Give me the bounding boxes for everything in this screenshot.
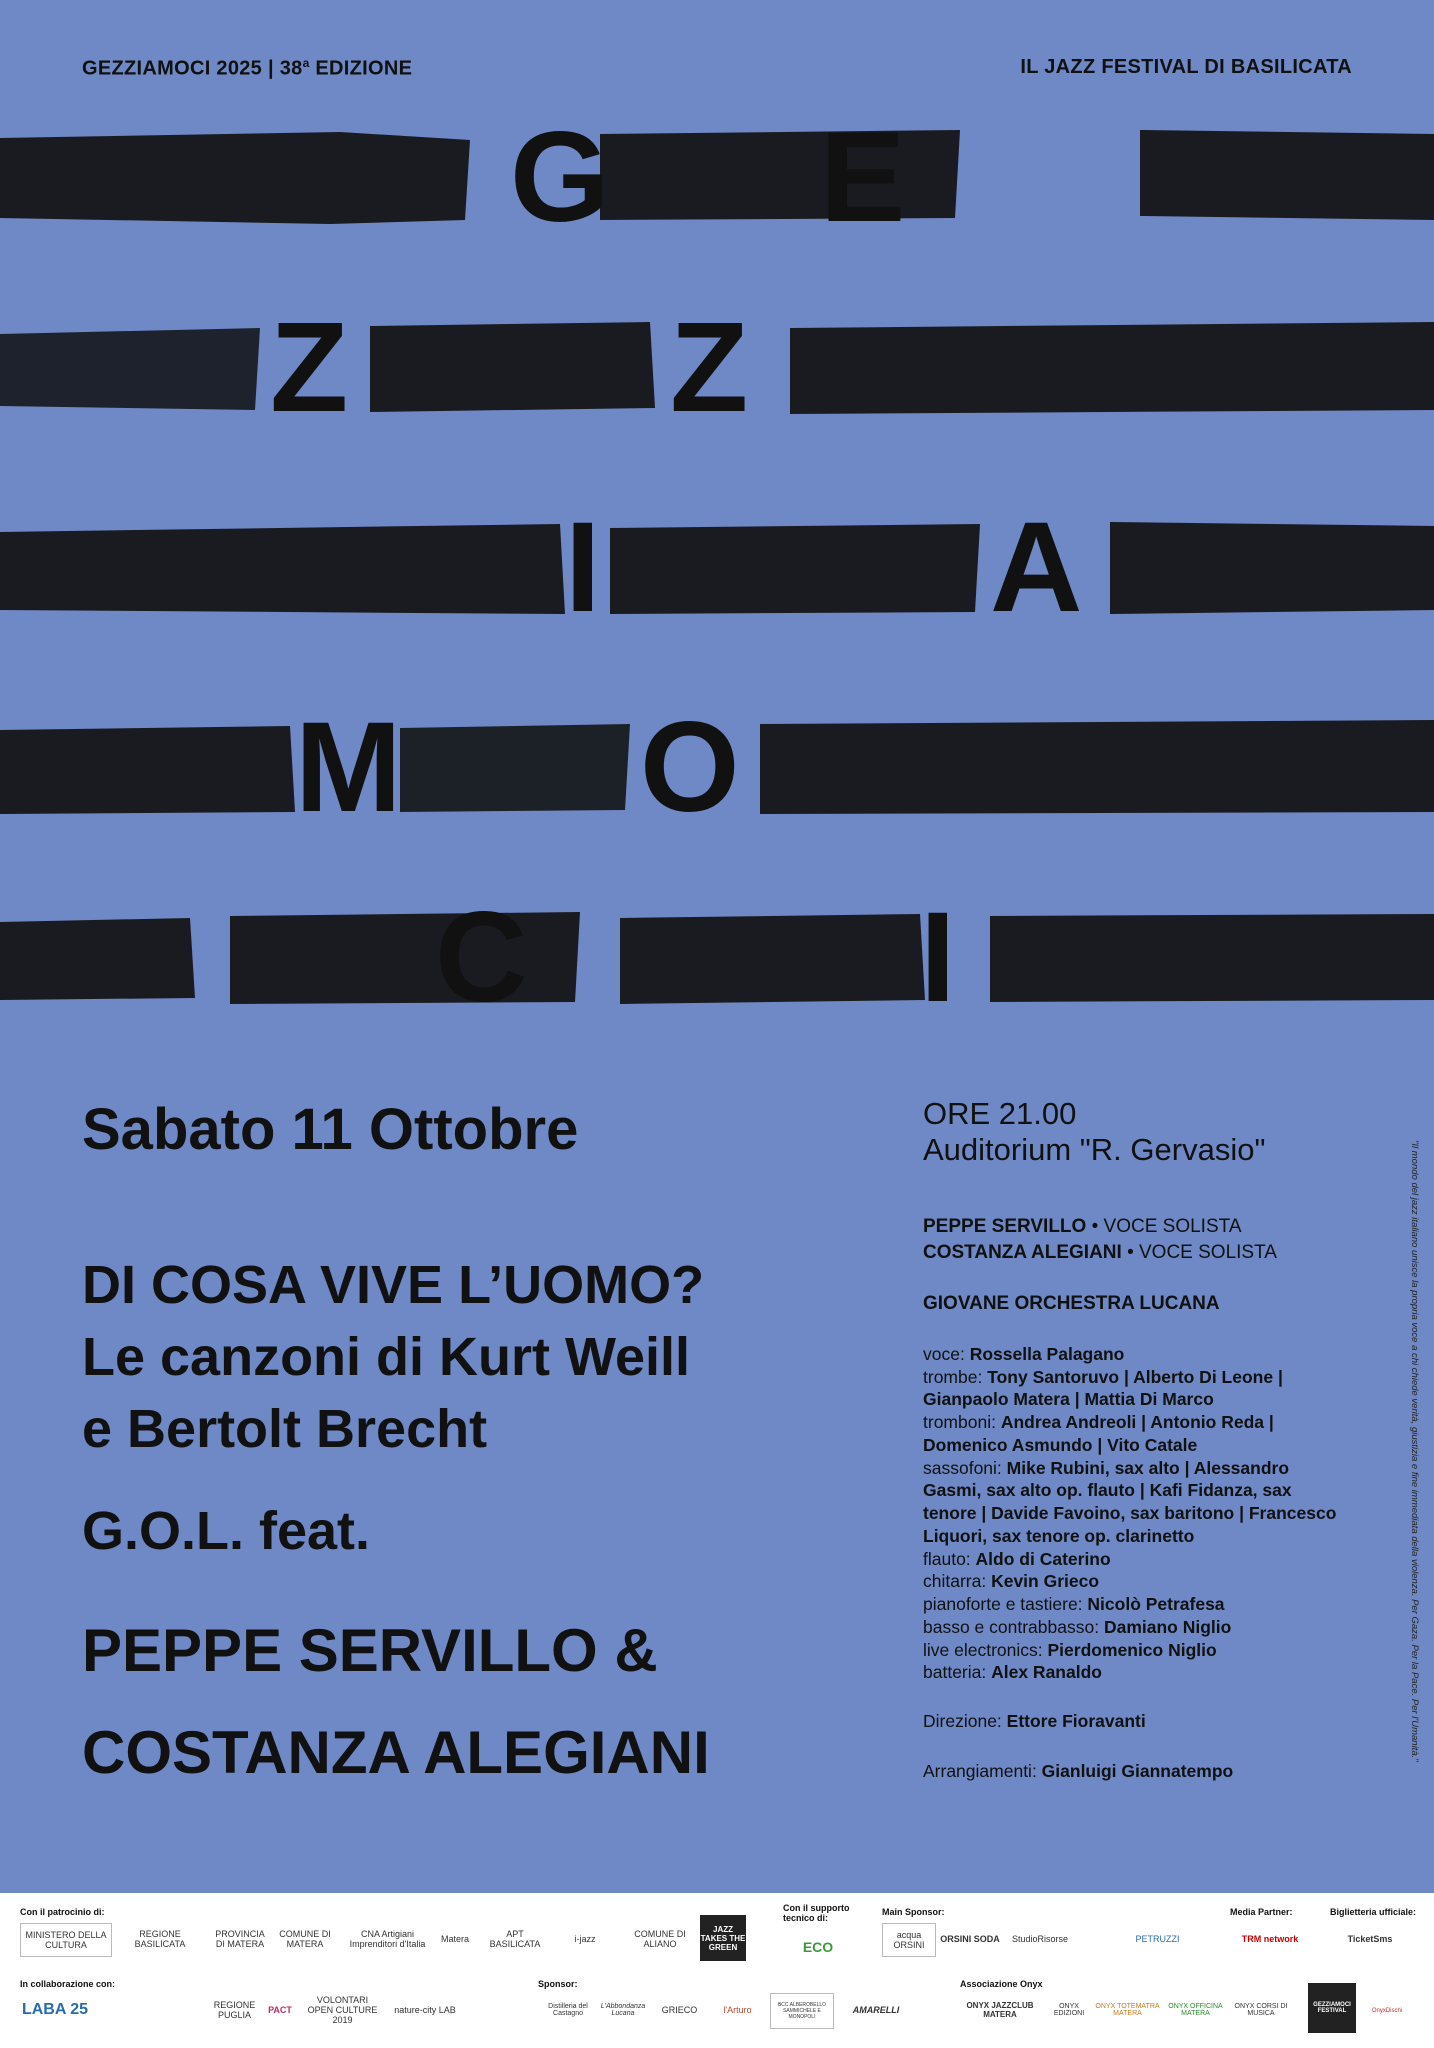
logo: ONYX JAZZCLUB MATERA: [966, 2001, 1034, 2019]
brush-stroke: [0, 120, 1434, 240]
orchestra-name: GIOVANE ORCHESTRA LUCANA: [923, 1293, 1220, 1315]
event-time-venue: [923, 1096, 1265, 1167]
festival-tagline: IL JAZZ FESTIVAL DI BASILICATA: [1020, 56, 1352, 78]
logo: REGIONE PUGLIA: [213, 2000, 256, 2020]
main-sponsor-label: Main Sponsor:: [882, 1907, 945, 1917]
credit-item: pianoforte e tastiere: Nicolò Petrafesa: [923, 1594, 1225, 1615]
logo: [1080, 1923, 1120, 1955]
logo: PACT: [268, 2005, 292, 2015]
logo: AMARELLI: [852, 2005, 900, 2015]
logo: nature-city LAB: [394, 2005, 456, 2015]
headliner-line: PEPPE SERVILLO &: [82, 1617, 658, 1684]
credit-item: flauto: Aldo di Caterino: [923, 1548, 1111, 1569]
credit-item: chitarra: Kevin Grieco: [923, 1571, 1100, 1592]
logo: Distilleria del Castagno: [548, 2003, 588, 2017]
event-title-line: Le canzoni di Kurt Weill: [82, 1326, 691, 1387]
credit-item: trombe: Tony Santoruvo | Alberto Di Leone | Gianpaolo Matera | Mattia Di Marco: [923, 1366, 1283, 1410]
logo: l'Arturo: [723, 2005, 752, 2015]
logo-letter: I: [565, 496, 601, 639]
logo-letter: C: [435, 886, 528, 1029]
logo-letter: Z: [270, 296, 349, 439]
event-time: ORE 21.00: [923, 1096, 1077, 1131]
logo: Matera: [440, 1934, 469, 1944]
logo: ECO: [802, 1939, 834, 1955]
soloist: PEPPE SERVILLO • VOCE SOLISTA: [923, 1216, 1242, 1237]
patronage-label: Con il patrocinio di:: [20, 1907, 105, 1917]
onyx-label: Associazione Onyx: [960, 1979, 1043, 1989]
headliners: [82, 1600, 710, 1804]
logo: OnyxDischi: [1371, 2008, 1403, 2014]
logo-letter: G: [510, 106, 610, 249]
logo-row-2: [0, 296, 1434, 439]
logo: COMUNE DI MATERA: [279, 1929, 331, 1949]
credit-item: voce: Rossella Palagano: [923, 1343, 1125, 1364]
sponsor-footer: [0, 1893, 1434, 2048]
logo: ONYX TOTEMATRA MATERA: [1095, 2003, 1160, 2017]
credit-item: basso e contrabbasso: Damiano Niglio: [923, 1616, 1232, 1637]
logo: COMUNE DI ALIANO: [634, 1929, 686, 1949]
logo: REGIONE BASILICATA: [134, 1929, 186, 1949]
logo: JAZZ TAKES THE GREEN: [700, 1915, 746, 1961]
logo: ORSINI SODA: [940, 1934, 1000, 1944]
event-date: Sabato 11 Ottobre: [82, 1097, 579, 1162]
logo: StudioRisorse: [1011, 1934, 1069, 1944]
direction-credit: Direzione: Ettore Fioravanti: [923, 1711, 1146, 1732]
logo: [130, 1993, 190, 2027]
logo: PROVINCIA DI MATERA: [215, 1929, 265, 1949]
logo-letter: I: [920, 886, 956, 1029]
logo: TicketSms: [1347, 1934, 1393, 1944]
collaboration-label: In collaborazione con:: [20, 1979, 116, 1989]
logo: APT BASILICATA: [489, 1929, 541, 1949]
logo: acqua ORSINI: [882, 1923, 936, 1957]
credit-item: live electronics: Pierdomenico Niglio: [923, 1639, 1217, 1660]
logo: VOLONTARI OPEN CULTURE 2019: [307, 1995, 378, 2025]
edition-header: GEZZIAMOCI 2025 | 38$^a$ EDIZIONE: [82, 56, 413, 80]
logo: ONYX OFFICINA MATERA: [1168, 2003, 1223, 2017]
logo-letter: A: [990, 496, 1083, 639]
ticketing-label: Biglietteria ufficiale:: [1330, 1907, 1417, 1917]
brush-stroke: [0, 510, 1434, 630]
credit-item: tromboni: Andrea Andreoli | Antonio Reda | Domenico Asmundo | Vito Catale: [923, 1412, 1274, 1455]
event-title-line: e Bertolt Brecht: [82, 1398, 488, 1459]
logo: PETRUZZI: [1135, 1934, 1180, 1944]
band-feat: G.O.L. feat.: [82, 1501, 371, 1561]
event-venue: Auditorium "R. Gervasio": [923, 1131, 1266, 1167]
logo: LABA 25: [21, 2001, 89, 2018]
logo: ONYX EDIZIONI: [1053, 2003, 1085, 2017]
event-title: [82, 1250, 704, 1465]
tech-label: Con il supporto tecnico di:: [783, 1903, 850, 1923]
credits-list: [923, 1343, 1343, 1684]
logo-letter: E: [820, 106, 906, 249]
logo: ONYX CORSI DI MUSICA: [1234, 2003, 1288, 2017]
logo: MINISTERO DELLA CULTURA: [20, 1923, 112, 1957]
logo: TRM network: [1241, 1934, 1299, 1944]
sponsor-label: Sponsor:: [538, 1979, 578, 1989]
logo-row-3: [0, 496, 1434, 639]
logo-letter: O: [640, 696, 740, 839]
logo: GRIECO: [661, 2005, 698, 2015]
event-title-line: DI COSA VIVE L’UOMO?: [82, 1255, 705, 1315]
headliner-line: COSTANZA ALEGIANI: [82, 1719, 710, 1786]
logo: BCC ALBEROBELLO SAMMICHELE E MONOPOLI: [770, 1993, 834, 2029]
logo: i-jazz: [574, 1934, 596, 1944]
credit-item: sassofoni: Mike Rubini, sax alto | Alessandro Gasmi, sax alto op. flauto | Kafi Fidanza, sax tenore | Davide Favoino, sax baritono | Francesco Liquori, sax tenore op. clarinetto: [923, 1457, 1337, 1546]
logo-row-4: [0, 696, 1434, 839]
arrangement-credit: Arrangiamenti: Gianluigi Giannatempo: [923, 1760, 1234, 1781]
brush-stroke: [0, 900, 1434, 1020]
logo-letter: Z: [670, 296, 749, 439]
logo-row-1: [0, 106, 1434, 249]
logo: L'Abbondanza Lucana: [600, 2003, 646, 2017]
media-partner-label: Media Partner:: [1230, 1907, 1293, 1917]
soloist: COSTANZA ALEGIANI • VOCE SOLISTA: [923, 1241, 1277, 1263]
logo-row-5: [0, 886, 1434, 1029]
logo-letter: M: [295, 696, 402, 839]
credit-item: batteria: Alex Ranaldo: [923, 1662, 1102, 1683]
logo: GEZZIAMOCI FESTIVAL: [1308, 1983, 1356, 2033]
lineup: [923, 1214, 1343, 1783]
logo: CNA Artigiani Imprenditori d'Italia: [349, 1929, 426, 1949]
logo: [465, 1993, 510, 2027]
side-quote: "Il mondo del jazz italiano unisce la propria voce a chi chiede verità, giustizia e fine immediata della violenza. Per Gaza. Per la Pace. Per l'Umanità.": [1409, 1140, 1420, 1762]
